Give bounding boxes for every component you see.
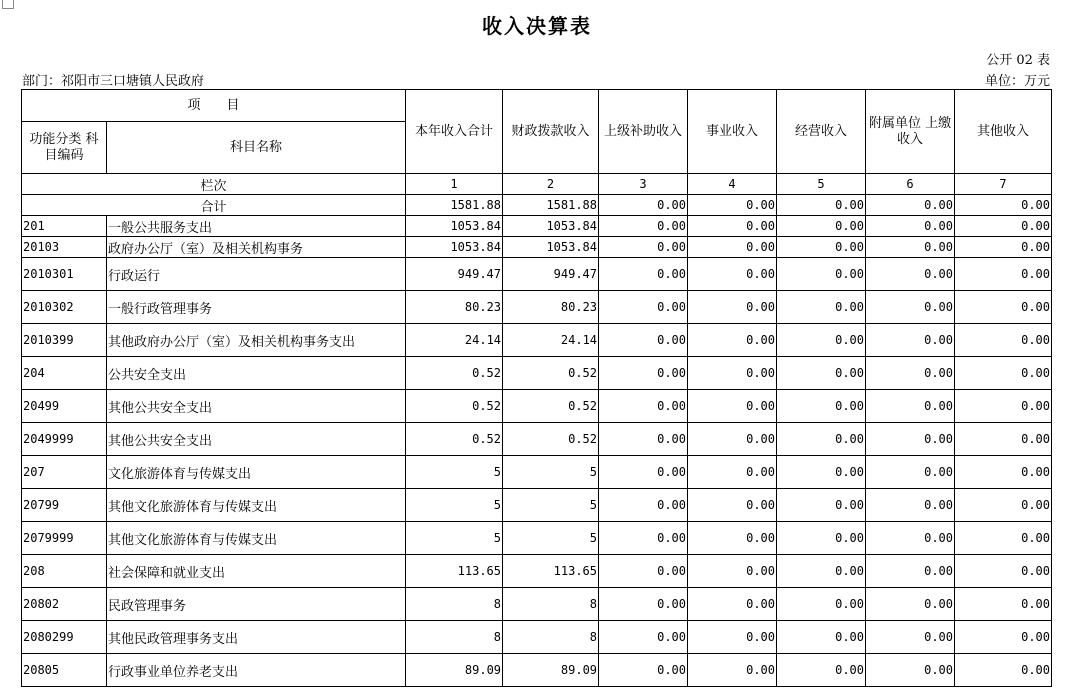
- row-name: 其他公共安全支出: [107, 390, 406, 423]
- row-value: 0.52: [406, 357, 503, 390]
- row-value: 0.00: [955, 216, 1052, 237]
- table-row: [22, 555, 1052, 588]
- row-value: 0.00: [955, 522, 1052, 555]
- row-name: 行政运行: [107, 258, 406, 291]
- row-value: 0.52: [503, 390, 599, 423]
- row-name: 其他文化旅游体育与传媒支出: [107, 522, 406, 555]
- header-item: 项 目: [22, 90, 406, 122]
- header-col-7: 其他收入: [955, 90, 1052, 174]
- row-value: 0.00: [955, 621, 1052, 654]
- total-value: 1581.88: [406, 195, 503, 216]
- column-index: 6: [866, 174, 955, 195]
- row-value: 0.00: [955, 237, 1052, 258]
- row-code: 2049999: [22, 423, 107, 456]
- row-value: 0.00: [866, 456, 955, 489]
- total-value: 0.00: [599, 195, 688, 216]
- row-value: 0.00: [599, 357, 688, 390]
- row-value: 0.00: [688, 357, 777, 390]
- row-value: 0.00: [777, 357, 866, 390]
- row-value: 0.00: [777, 324, 866, 357]
- row-value: 949.47: [503, 258, 599, 291]
- row-name: 行政事业单位养老支出: [107, 654, 406, 687]
- unit-label: 单位：万元: [984, 74, 1050, 89]
- row-value: 8: [503, 621, 599, 654]
- row-code: 204: [22, 357, 107, 390]
- row-value: 0.00: [599, 216, 688, 237]
- row-value: 0.00: [599, 258, 688, 291]
- row-value: 0.00: [688, 654, 777, 687]
- row-value: 0.00: [777, 456, 866, 489]
- row-value: 0.00: [955, 489, 1052, 522]
- row-value: 0.00: [599, 291, 688, 324]
- row-value: 0.00: [599, 489, 688, 522]
- table-row: [22, 216, 1052, 237]
- table-row: [22, 390, 1052, 423]
- row-value: 0.00: [688, 423, 777, 456]
- row-name: 社会保障和就业支出: [107, 555, 406, 588]
- row-value: 0.00: [688, 621, 777, 654]
- row-value: 0.00: [599, 522, 688, 555]
- row-value: 0.00: [955, 357, 1052, 390]
- row-name: 文化旅游体育与传媒支出: [107, 456, 406, 489]
- header-code: 功能分类 科目编码: [22, 122, 107, 174]
- row-value: 5: [406, 456, 503, 489]
- row-code: 20103: [22, 237, 107, 258]
- row-value: 0.00: [955, 555, 1052, 588]
- row-value: 0.00: [688, 258, 777, 291]
- row-value: 0.00: [599, 423, 688, 456]
- row-value: 1053.84: [406, 216, 503, 237]
- row-value: 0.00: [599, 588, 688, 621]
- row-value: 0.00: [688, 291, 777, 324]
- total-value: 0.00: [777, 195, 866, 216]
- row-value: 113.65: [503, 555, 599, 588]
- header-name: 科目名称: [107, 122, 406, 174]
- row-value: 24.14: [503, 324, 599, 357]
- row-value: 80.23: [406, 291, 503, 324]
- table-row: [22, 621, 1052, 654]
- row-value: 1053.84: [406, 237, 503, 258]
- row-value: 0.00: [777, 390, 866, 423]
- column-index: 5: [777, 174, 866, 195]
- table-row: [22, 357, 1052, 390]
- row-code: 208: [22, 555, 107, 588]
- table-row: [22, 258, 1052, 291]
- row-value: 0.00: [955, 258, 1052, 291]
- table-row: [22, 423, 1052, 456]
- row-value: 0.00: [866, 390, 955, 423]
- row-code: 20805: [22, 654, 107, 687]
- row-value: 0.00: [688, 216, 777, 237]
- row-value: 0.00: [599, 555, 688, 588]
- row-code: 20499: [22, 390, 107, 423]
- table-row: [22, 456, 1052, 489]
- row-name: 其他公共安全支出: [107, 423, 406, 456]
- row-value: 0.00: [599, 654, 688, 687]
- row-value: 5: [406, 489, 503, 522]
- table-row: [22, 588, 1052, 621]
- row-value: 0.00: [777, 522, 866, 555]
- row-value: 0.00: [955, 588, 1052, 621]
- department-label: 部门：祁阳市三口塘镇人民政府: [22, 74, 205, 89]
- column-index: 7: [955, 174, 1052, 195]
- row-value: 0.00: [688, 489, 777, 522]
- row-value: 5: [503, 456, 599, 489]
- row-value: 0.00: [777, 423, 866, 456]
- row-value: 0.00: [688, 522, 777, 555]
- row-value: 0.00: [777, 291, 866, 324]
- row-name: 公共安全支出: [107, 357, 406, 390]
- column-index: 2: [503, 174, 599, 195]
- column-index: 3: [599, 174, 688, 195]
- row-value: 0.00: [866, 489, 955, 522]
- header-col-1: 本年收入合计: [406, 90, 503, 174]
- row-value: 113.65: [406, 555, 503, 588]
- row-value: 949.47: [406, 258, 503, 291]
- row-value: 0.00: [688, 324, 777, 357]
- column-index: 4: [688, 174, 777, 195]
- row-value: 0.52: [406, 423, 503, 456]
- row-value: 8: [406, 588, 503, 621]
- row-value: 0.00: [955, 456, 1052, 489]
- total-value: 0.00: [955, 195, 1052, 216]
- row-value: 0.00: [688, 588, 777, 621]
- row-value: 0.00: [866, 291, 955, 324]
- row-value: 0.00: [866, 588, 955, 621]
- page-title: 收入决算表: [482, 14, 592, 38]
- row-value: 0.00: [688, 237, 777, 258]
- column-index: 1: [406, 174, 503, 195]
- row-value: 0.00: [688, 555, 777, 588]
- row-value: 0.00: [777, 654, 866, 687]
- row-value: 89.09: [406, 654, 503, 687]
- row-value: 0.00: [777, 237, 866, 258]
- row-value: 24.14: [406, 324, 503, 357]
- row-value: 0.00: [866, 357, 955, 390]
- row-name: 民政管理事务: [107, 588, 406, 621]
- table-row: [22, 324, 1052, 357]
- row-name: 一般行政管理事务: [107, 291, 406, 324]
- total-value: 0.00: [866, 195, 955, 216]
- total-value: 1581.88: [503, 195, 599, 216]
- row-value: 0.00: [777, 621, 866, 654]
- row-value: 0.00: [866, 621, 955, 654]
- row-value: 5: [503, 522, 599, 555]
- row-value: 0.00: [866, 258, 955, 291]
- row-code: 20799: [22, 489, 107, 522]
- row-value: 89.09: [503, 654, 599, 687]
- header-col-4: 事业收入: [688, 90, 777, 174]
- header-col-5: 经营收入: [777, 90, 866, 174]
- table-row: [22, 291, 1052, 324]
- corner-checkbox: [2, 0, 14, 9]
- row-value: 0.00: [866, 324, 955, 357]
- header-col-6: 附属单位 上缴收入: [866, 90, 955, 174]
- row-value: 0.00: [599, 456, 688, 489]
- row-value: 0.00: [599, 324, 688, 357]
- column-index-label: 栏次: [22, 174, 406, 195]
- row-value: 80.23: [503, 291, 599, 324]
- row-value: 0.00: [866, 555, 955, 588]
- row-code: 201: [22, 216, 107, 237]
- row-value: 1053.84: [503, 216, 599, 237]
- row-value: 0.00: [866, 216, 955, 237]
- row-code: 2079999: [22, 522, 107, 555]
- row-value: 0.00: [866, 423, 955, 456]
- row-value: 0.00: [777, 588, 866, 621]
- row-name: 其他政府办公厅（室）及相关机构事务支出: [107, 324, 406, 357]
- row-value: 0.00: [866, 522, 955, 555]
- row-value: 0.52: [503, 423, 599, 456]
- header-col-3: 上级补助收入: [599, 90, 688, 174]
- row-code: 207: [22, 456, 107, 489]
- table-row: [22, 522, 1052, 555]
- table-row: [22, 489, 1052, 522]
- total-label: 合计: [22, 195, 406, 216]
- row-value: 0.00: [955, 324, 1052, 357]
- row-value: 1053.84: [503, 237, 599, 258]
- row-value: 0.00: [866, 237, 955, 258]
- row-value: 0.00: [777, 216, 866, 237]
- row-value: 0.00: [955, 654, 1052, 687]
- header-col-2: 财政拨款收入: [503, 90, 599, 174]
- row-name: 其他民政管理事务支出: [107, 621, 406, 654]
- row-code: 20802: [22, 588, 107, 621]
- row-value: 5: [406, 522, 503, 555]
- row-value: 0.00: [955, 423, 1052, 456]
- row-value: 8: [406, 621, 503, 654]
- row-name: 一般公共服务支出: [107, 216, 406, 237]
- row-value: 0.00: [599, 390, 688, 423]
- table-row: [22, 237, 1052, 258]
- row-name: 政府办公厅（室）及相关机构事务: [107, 237, 406, 258]
- row-value: 5: [503, 489, 599, 522]
- row-value: 0.00: [955, 291, 1052, 324]
- row-code: 2010301: [22, 258, 107, 291]
- row-value: 0.00: [866, 654, 955, 687]
- row-code: 2080299: [22, 621, 107, 654]
- row-value: 0.00: [599, 621, 688, 654]
- row-value: 0.00: [955, 390, 1052, 423]
- row-name: 其他文化旅游体育与传媒支出: [107, 489, 406, 522]
- form-number: 公开 02 表: [986, 53, 1050, 68]
- row-value: 0.52: [503, 357, 599, 390]
- row-value: 0.00: [777, 489, 866, 522]
- row-code: 2010399: [22, 324, 107, 357]
- row-value: 0.00: [599, 237, 688, 258]
- row-value: 0.00: [688, 390, 777, 423]
- row-value: 0.00: [688, 456, 777, 489]
- total-value: 0.00: [688, 195, 777, 216]
- row-code: 2010302: [22, 291, 107, 324]
- row-value: 0.52: [406, 390, 503, 423]
- table-row: [22, 654, 1052, 687]
- row-value: 0.00: [777, 555, 866, 588]
- income-report-table: [21, 89, 1052, 687]
- row-value: 0.00: [777, 258, 866, 291]
- row-value: 8: [503, 588, 599, 621]
